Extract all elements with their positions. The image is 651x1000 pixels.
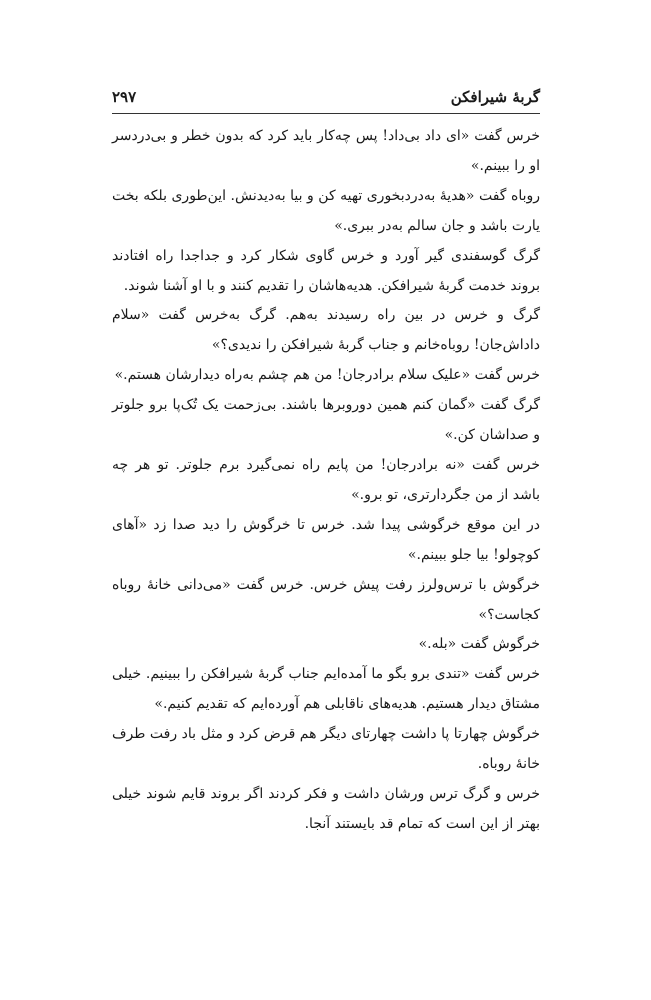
page-number: ۲۹۷ xyxy=(112,88,137,106)
paragraph: گرگ گوسفندی گیر آورد و خرس گاوی شکار کرد و جداجدا راه افتادند بروند خدمت گربهٔ شیرافکن. هدیه‌هاشان را تقدیم کنند و با او آشنا شوند. xyxy=(112,247,540,294)
paragraph: گرگ و خرس در بین راه رسیدند به‌هم. گرگ به‌خرس گفت «سلام داداش‌جان! روباه‌خانم و جناب گربهٔ شیرافکن را ندیدی؟» xyxy=(112,307,540,354)
paragraph: روباه گفت «هدیهٔ به‌دردبخوری تهیه کن و بیا به‌دیدنش. این‌طوری بلکه بخت یارت باشد و جان سالم به‌در ببری.» xyxy=(112,187,540,234)
paragraph: خرگوش با ترس‌ولرز رفت پیش خرس. خرس گفت «می‌دانی خانهٔ روباه کجاست؟» xyxy=(112,576,540,623)
running-head xyxy=(112,88,540,112)
body-text xyxy=(112,122,540,840)
paragraph: گرگ گفت «گمان کنم همین دوروبرها باشند. بی‌زحمت یک تُک‌پا برو جلوتر و صداشان کن.» xyxy=(112,397,540,444)
running-title: گربهٔ شیرافکن xyxy=(450,88,540,106)
paragraph: خرس گفت «علیک سلام برادرجان! من هم چشم به‌راه دیدارشان هستم.» xyxy=(114,367,540,384)
paragraph: خرس گفت «تندی برو بگو ما آمده‌ایم جناب گربهٔ شیرافکن را ببینیم. خیلی مشتاق دیدار هستیم. هدیه‌های ناقابلی هم آورده‌ایم که تقدیم کنیم.» xyxy=(112,666,540,713)
paragraph: خرس گفت «نه برادرجان! من پایم راه نمی‌گیرد برم جلوتر. تو هر چه باشد از من جگردارتری، تو برو.» xyxy=(112,456,540,503)
paragraph: خرس و گرگ ترس ورشان داشت و فکر کردند اگر بروند قایم شوند خیلی بهتر از این است که تمام قد بایستند آنجا. xyxy=(112,785,540,832)
paragraph: در این موقع خرگوشی پیدا شد. خرس تا خرگوش را دید صدا زد «آهای کوچولو! بیا جلو ببینم.» xyxy=(112,516,540,563)
paragraph: خرگوش چهارتا پا داشت چهارتای دیگر هم قرض کرد و مثل باد رفت طرف خانهٔ روباه. xyxy=(112,726,540,773)
paragraph: خرس گفت «ای داد بی‌داد! پس چه‌کار باید کرد که بدون خطر و بی‌دردسر او را ببینم.» xyxy=(112,128,540,174)
header-rule xyxy=(112,113,540,114)
paragraph: خرگوش گفت «بله.» xyxy=(418,636,540,653)
